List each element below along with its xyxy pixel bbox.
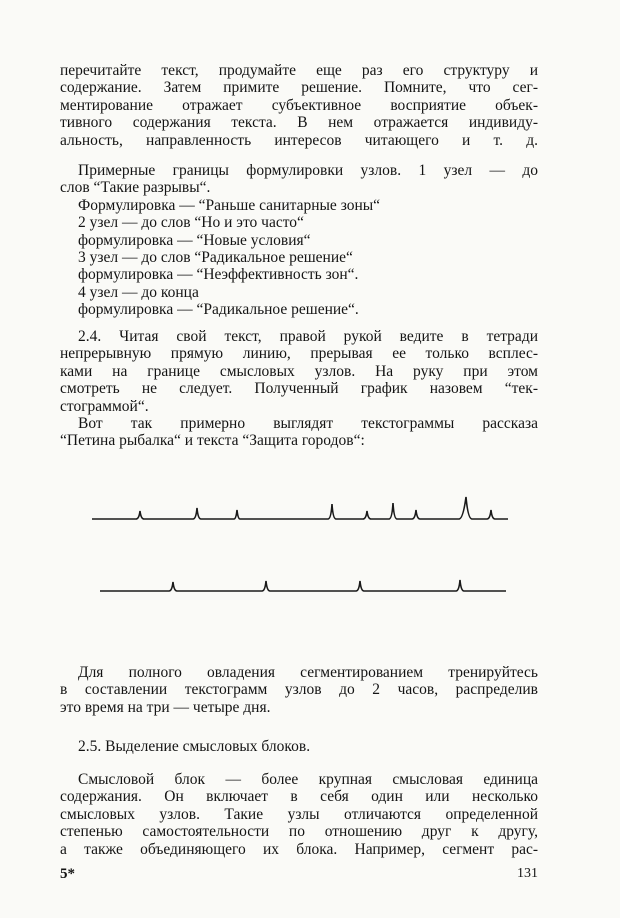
- text-line: альность, направленность интересов читающего и т. д.: [60, 131, 538, 149]
- textogram-zashchita-gorodov: [100, 580, 506, 591]
- text-line: непрерывную прямую линию, прерывая ее только всплес-: [60, 345, 538, 363]
- text-line: 3 узел — до слов “Радикальное решение“: [78, 249, 353, 267]
- text-line: смотреть не следует. Полученный график назовем “тек-: [60, 380, 538, 398]
- text-line: Примерные границы формулировки узлов. 1 узел — до: [78, 162, 538, 179]
- text-line: 2 узел — до слов “Но и это часто“: [78, 214, 304, 232]
- text-line: смысловых узлов. Такие узлы отличаются определенной: [60, 805, 538, 823]
- textogram-petina-rybalka: [92, 497, 508, 519]
- text-line: содержание. Затем примите решение. Помните, что сег-: [60, 79, 538, 97]
- section-title: 2.5. Выделение смысловых блоков.: [78, 738, 311, 755]
- text-line: перечитайте текст, продумайте еще раз его структуру и: [60, 62, 538, 79]
- text-line: тивного содержания текста. В нем отражается индивиду-: [60, 114, 538, 132]
- text-line: формулировка — “Радикальное решение“.: [78, 301, 359, 319]
- text-line: “Петина рыбалка“ и текста “Защита городов“:: [60, 432, 365, 450]
- text-line: ками на границе смысловых узлов. На руку при этом: [60, 362, 538, 380]
- text-line: ментирование отражает субъективное восприятие объек-: [60, 96, 538, 114]
- text-line: Смысловой блок — более крупная смысловая единица: [78, 771, 538, 788]
- training-paragraph: [60, 664, 538, 716]
- text-line: формулировка — “Новые условия“: [78, 231, 311, 249]
- text-line: а также объединяющего их блока. Например, сегмент рас-: [60, 840, 538, 858]
- page-number: 131: [517, 866, 538, 881]
- text-line: это время на три — четыре дня.: [60, 698, 271, 716]
- text-line: слов “Такие разрывы“.: [60, 179, 211, 197]
- text-line: Вот так примерно выглядят текстограммы рассказа: [78, 415, 538, 433]
- text-line: 2.4. Читая свой текст, правой рукой ведите в тетради: [78, 328, 538, 345]
- signature-mark: 5*: [60, 866, 75, 882]
- text-line: Формулировка — “Раньше санитарные зоны“: [78, 196, 381, 214]
- text-line: 4 узел — до конца: [78, 283, 199, 301]
- semantic-block-paragraph: [60, 771, 538, 858]
- text-line: степенью самостоятельности по отношению друг к другу,: [60, 823, 538, 841]
- text-line: содержания. Он включает в себя один или несколько: [60, 788, 538, 806]
- text-line: Для полного овладения сегментированием тренируйтесь: [78, 664, 538, 681]
- section-heading: [60, 738, 538, 755]
- text-line: стограммой“.: [60, 397, 149, 415]
- text-line: в составлении текстограмм узлов до 2 часов, распределив: [60, 681, 538, 699]
- text-line: формулировка — “Неэффективность зон“.: [78, 266, 359, 284]
